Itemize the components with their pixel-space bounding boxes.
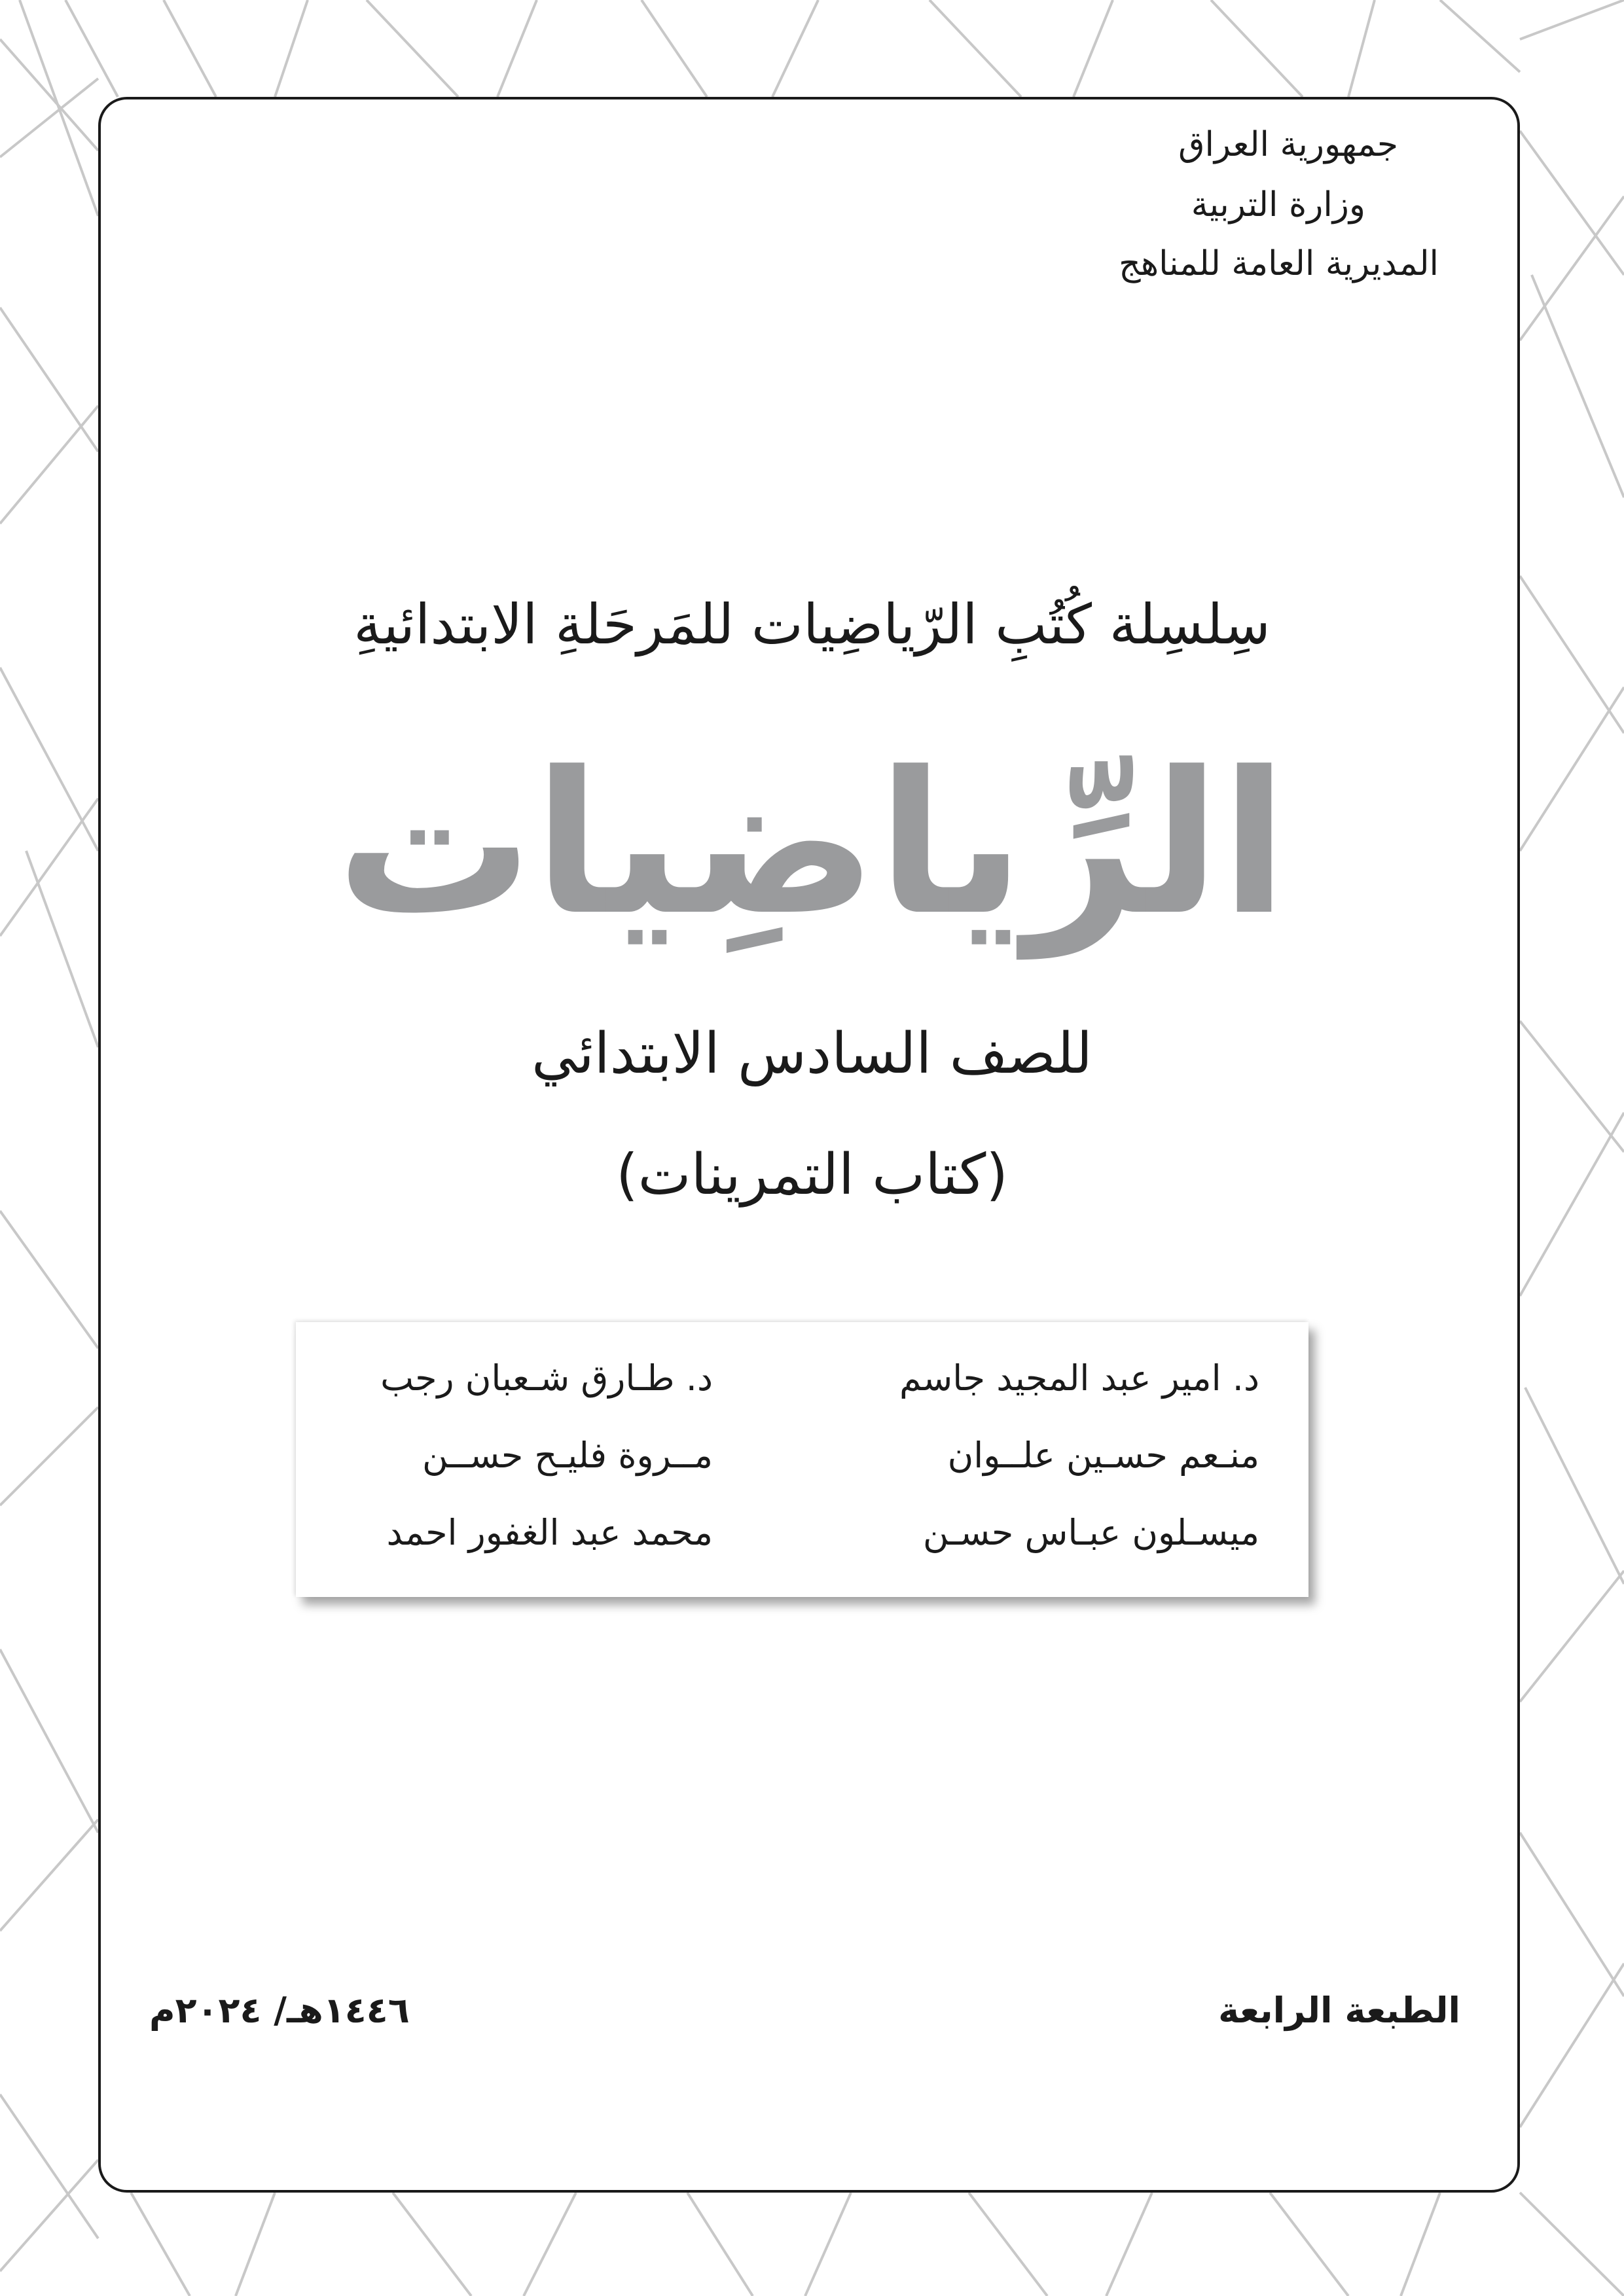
- book-type-subtitle: (كتاب التمرينات): [616, 1142, 1008, 1208]
- grade-subtitle: للصف السادس الابتدائي: [532, 1021, 1092, 1086]
- main-title: الرِّياضِيات: [336, 730, 1288, 958]
- edition-label: الطبعة الرابعة: [1218, 1990, 1460, 2031]
- author-name: د. طـارق شـعبان رجب: [380, 1357, 713, 1399]
- header-directorate: المديرية العامة للمناهج: [1119, 244, 1439, 283]
- header-country: جمهورية العراق: [1178, 125, 1398, 164]
- author-name: مــروة فليـح حســن: [422, 1435, 713, 1476]
- publication-date: ١٤٤٦هـ/ ٢٠٢٤م: [149, 1990, 410, 2031]
- author-name: منـعم حسـين علــوان: [947, 1435, 1259, 1476]
- series-title: سِلسِلة كُتُبِ الرّياضِيات للمَرحَلةِ الابتدائيةِ: [353, 592, 1271, 656]
- header-ministry: وزارة التربية: [1191, 185, 1365, 224]
- author-name: د. امير عبد المجيد جاسم: [899, 1357, 1259, 1399]
- authors-box: [296, 1322, 1308, 1597]
- author-name: محمد عبد الغفور احمد: [386, 1512, 713, 1553]
- author-name: ميسـلون عبـاس حسـن: [922, 1512, 1259, 1553]
